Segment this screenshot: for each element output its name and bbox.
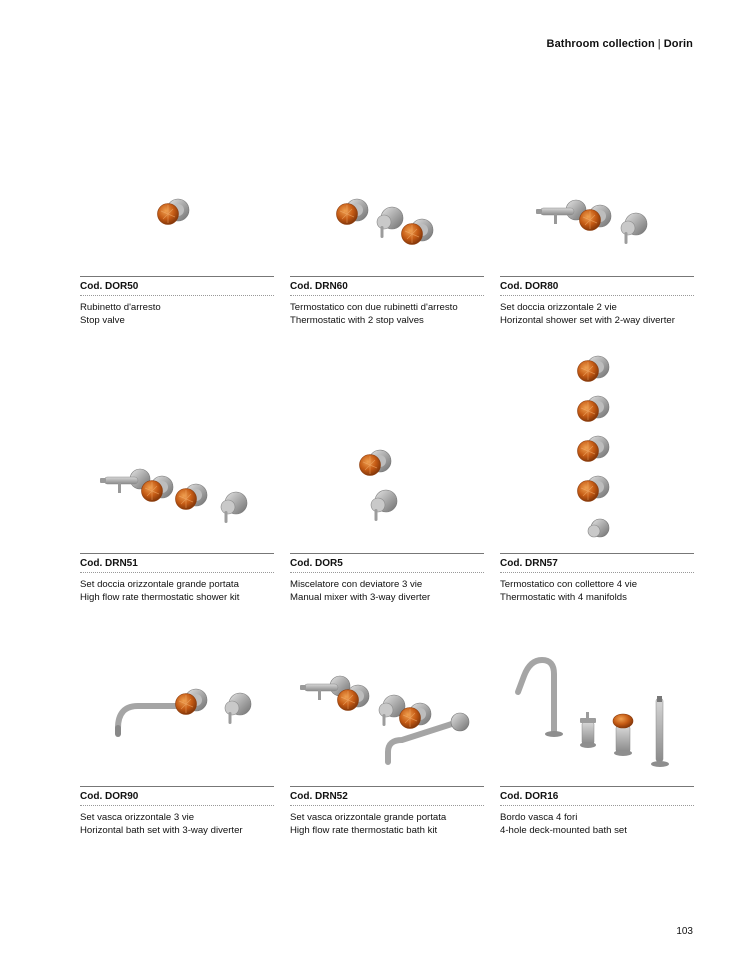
description-en: Horizontal shower set with 2-way diverter [500,315,675,326]
description-en: Thermostatic with 2 stop valves [290,315,424,326]
description-en: High flow rate thermostatic shower kit [80,592,240,603]
product-code: Cod. DRN60 [290,281,348,292]
description-it: Termostatico con due rubinetti d'arresto [290,302,458,313]
product-image [290,130,484,280]
product-image [80,640,274,790]
description-en: High flow rate thermostatic bath kit [290,825,438,836]
product-code: Cod. DOR80 [500,281,559,292]
product-image [80,407,274,557]
description-en: Horizontal bath set with 3-way diverter [80,825,243,836]
product-image [500,640,694,790]
header-separator: | [657,38,661,50]
description-it: Set vasca orizzontale 3 vie [80,812,195,823]
description-it: Set doccia orizzontale 2 vie [500,302,617,313]
description-en: Manual mixer with 3-way diverter [290,592,431,603]
product-code: Cod. DOR5 [290,558,343,569]
product-image [290,407,484,557]
product-code: Cod. DRN52 [290,791,348,802]
description-en: Stop valve [80,315,125,326]
product-code: Cod. DOR90 [80,791,139,802]
product-image [290,640,484,790]
description-it: Bordo vasca 4 fori [500,812,578,823]
product-image [500,351,694,557]
collection-name: Dorin [663,38,693,50]
description-it: Rubinetto d'arresto [80,302,161,313]
description-it: Set doccia orizzontale grande portata [80,579,239,590]
product-code: Cod. DOR16 [500,791,559,802]
product-image [80,130,274,280]
product-image [500,130,694,280]
page-number: 103 [676,926,693,937]
description-en: Thermostatic with 4 manifolds [500,592,627,603]
product-code: Cod. DRN57 [500,558,558,569]
description-it: Termostatico con collettore 4 vie [500,579,638,590]
description-en: 4-hole deck-mounted bath set [500,825,627,836]
collection-title: Bathroom collection [546,38,655,50]
page-header [547,38,693,50]
description-it: Set vasca orizzontale grande portata [290,812,447,823]
product-code: Cod. DRN51 [80,558,138,569]
product-code: Cod. DOR50 [80,281,139,292]
description-it: Miscelatore con deviatore 3 vie [290,579,423,590]
